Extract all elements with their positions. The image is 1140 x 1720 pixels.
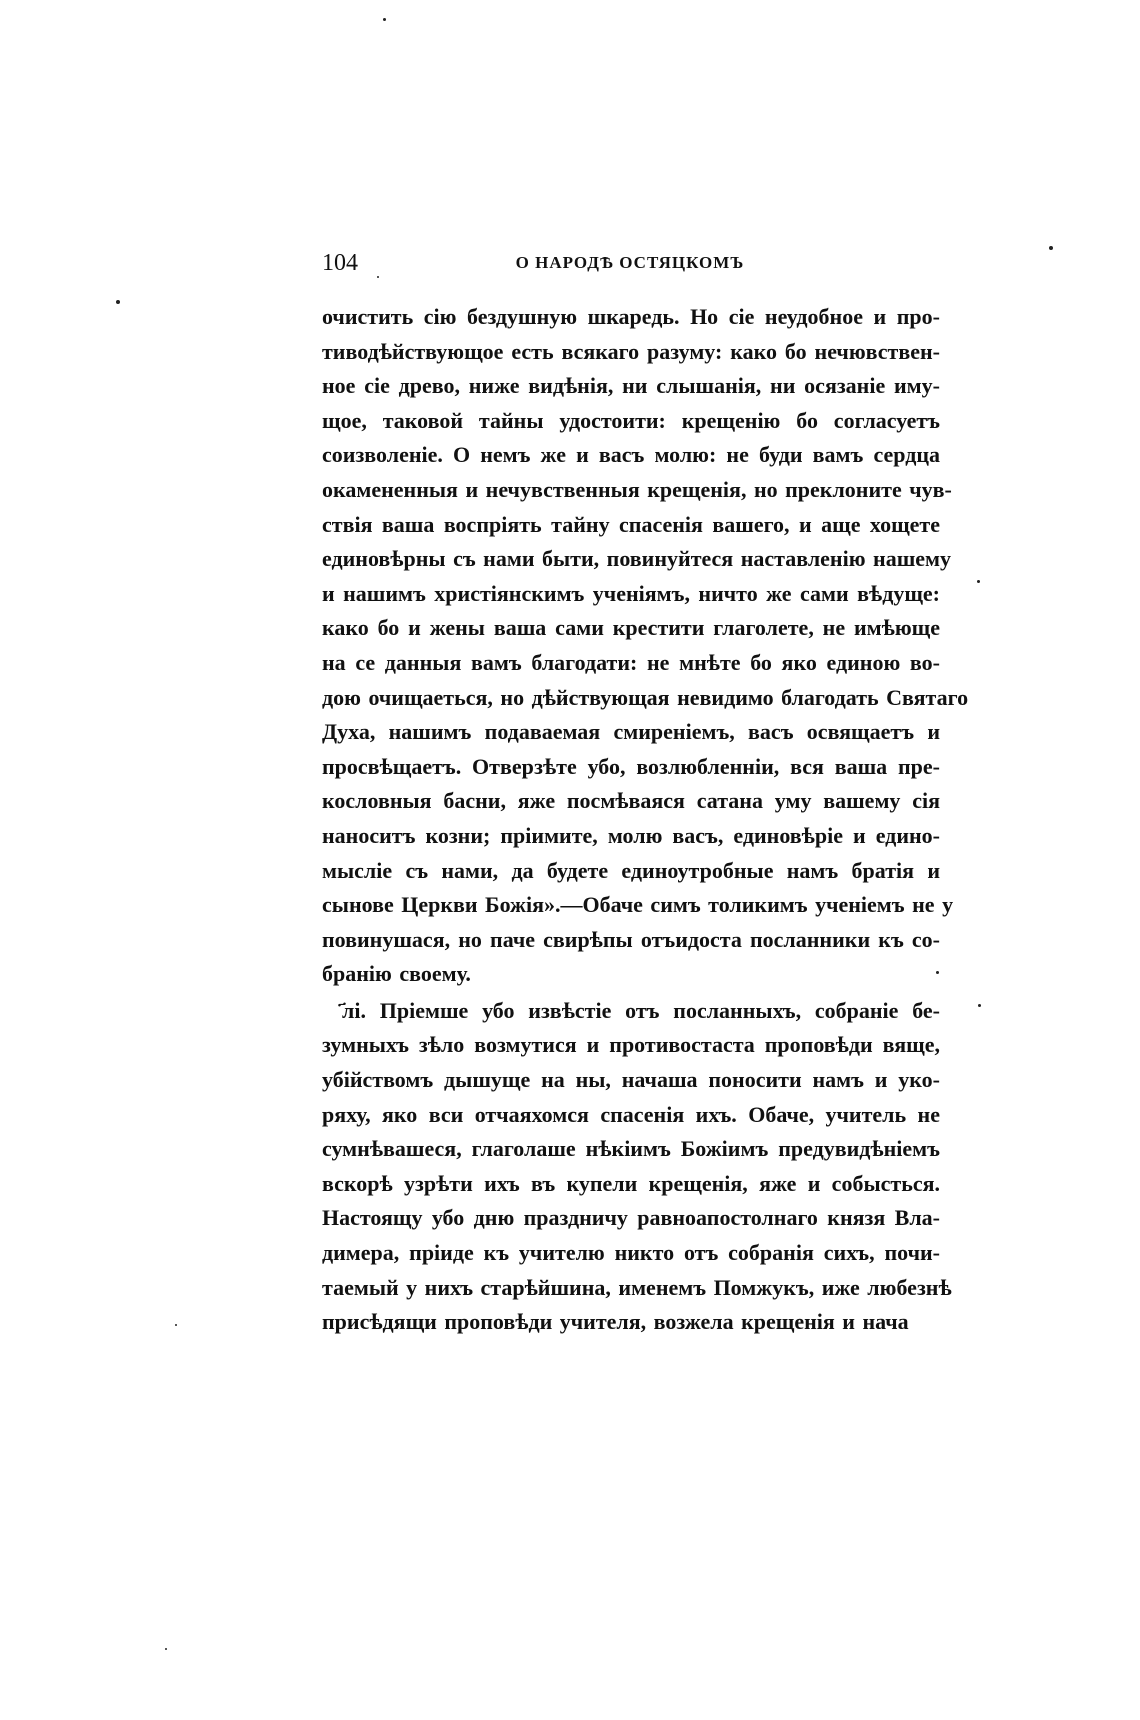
text-line: кословныя басни, яже посмѣваяся сатана уму вашему сія <box>322 788 940 814</box>
scan-speck <box>377 276 379 278</box>
text-line: ствія ваша воспріять тайну спасенія вашего, и аще хощете <box>322 511 940 537</box>
text-line: вскорѣ узрѣти ихъ въ купели крещенія, яже и собысться. <box>322 1170 940 1196</box>
running-title: О НАРОДѢ ОСТЯЦКОМЪ <box>515 253 745 272</box>
text-line: Духа, нашимъ подаваемая смиреніемъ, васъ освящаетъ и <box>322 719 940 745</box>
text-line: единовѣрны съ нами быти, повинуйтеся наставленію нашему <box>322 546 952 572</box>
text-line: убійствомъ дышуще на ны, начаша поносити намъ и уко- <box>322 1067 940 1093</box>
scan-speck <box>936 971 939 974</box>
text-line: присѣдящи проповѣди учителя, возжела крещенія и нача <box>322 1309 909 1335</box>
text-line: просвѣщаетъ. Отверзѣте убо, возлюбленніи, вся ваша пре- <box>322 753 940 779</box>
text-line: на се данныя вамъ благодати: не мнѣте бо яко единою во- <box>322 649 940 675</box>
text-line: окамененныя и нечувственныя крещенія, но преклоните чув- <box>322 476 952 502</box>
text-line: како бо и жены ваша сами крестити глаголете, не имѣюще <box>322 615 940 641</box>
text-line: бранію своему. <box>322 961 471 987</box>
text-line: щое, таковой тайны удостоити: крещенію бо согласуетъ <box>322 407 940 433</box>
text-line: ное сіе древо, ниже видѣнія, ни слышанія, ни осязаніе иму- <box>322 373 940 399</box>
page-number: 104 <box>322 250 358 276</box>
scan-speck <box>978 1004 981 1007</box>
text-line: очистить сію бездушную шкаредь. Но сіе неудобное и про- <box>322 304 940 329</box>
scan-speck <box>977 580 980 583</box>
text-line: зумныхъ зѣло возмутися и противостаста проповѣди вяще, <box>322 1032 940 1058</box>
text-line: димера, пріиде къ учителю никто отъ собранія сихъ, почи- <box>322 1240 940 1266</box>
text-line: таемый у нихъ старѣйшина, именемъ Помжукъ, иже любезнѣ <box>322 1274 952 1300</box>
text-line: мысліе съ нами, да будете единоутробные намъ братія и <box>322 857 940 883</box>
paragraph <box>322 994 952 1340</box>
text-line: наноситъ козни; пріимите, молю васъ, единовѣріе и едино- <box>322 822 940 848</box>
scan-speck <box>383 18 386 21</box>
text-line: повинушася, но паче свирѣпы отъидоста посланники къ со- <box>322 926 940 952</box>
body-text <box>322 300 969 1340</box>
text-line: ҃лі. Пріемше убо извѣстіе отъ посланныхъ, собраніе бе- <box>342 997 940 1023</box>
text-line: тиводѣйствующое есть всякаго разуму: како бо нечювствен- <box>322 338 940 364</box>
scan-speck <box>175 1324 177 1326</box>
text-line: сумнѣвашеся, глаголаше нѣкіимъ Божіимъ предувидѣніемъ <box>322 1136 940 1162</box>
text-line: дою очищаеться, но дѣйствующая невидимо благодать Святаго <box>322 684 969 710</box>
scan-speck <box>165 1648 167 1650</box>
text-line: Настоящу убо дню праздничу равноапостолнаго князя Вла- <box>322 1205 940 1231</box>
text-line: ряху, яко вси отчаяхомся спасенія ихъ. Обаче, учитель не <box>322 1101 940 1127</box>
text-line: соизволеніе. О немъ же и васъ молю: не буди вамъ сердца <box>322 442 940 468</box>
text-line: сынове Церкви Божія».—Обаче симъ толикимъ ученіемъ не у <box>322 892 954 918</box>
text-line: и нашимъ христіянскимъ ученіямъ, ничто же сами вѣдуще: <box>322 580 940 606</box>
paragraph <box>322 300 969 992</box>
scan-speck <box>1049 246 1053 250</box>
scan-speck <box>116 300 120 304</box>
